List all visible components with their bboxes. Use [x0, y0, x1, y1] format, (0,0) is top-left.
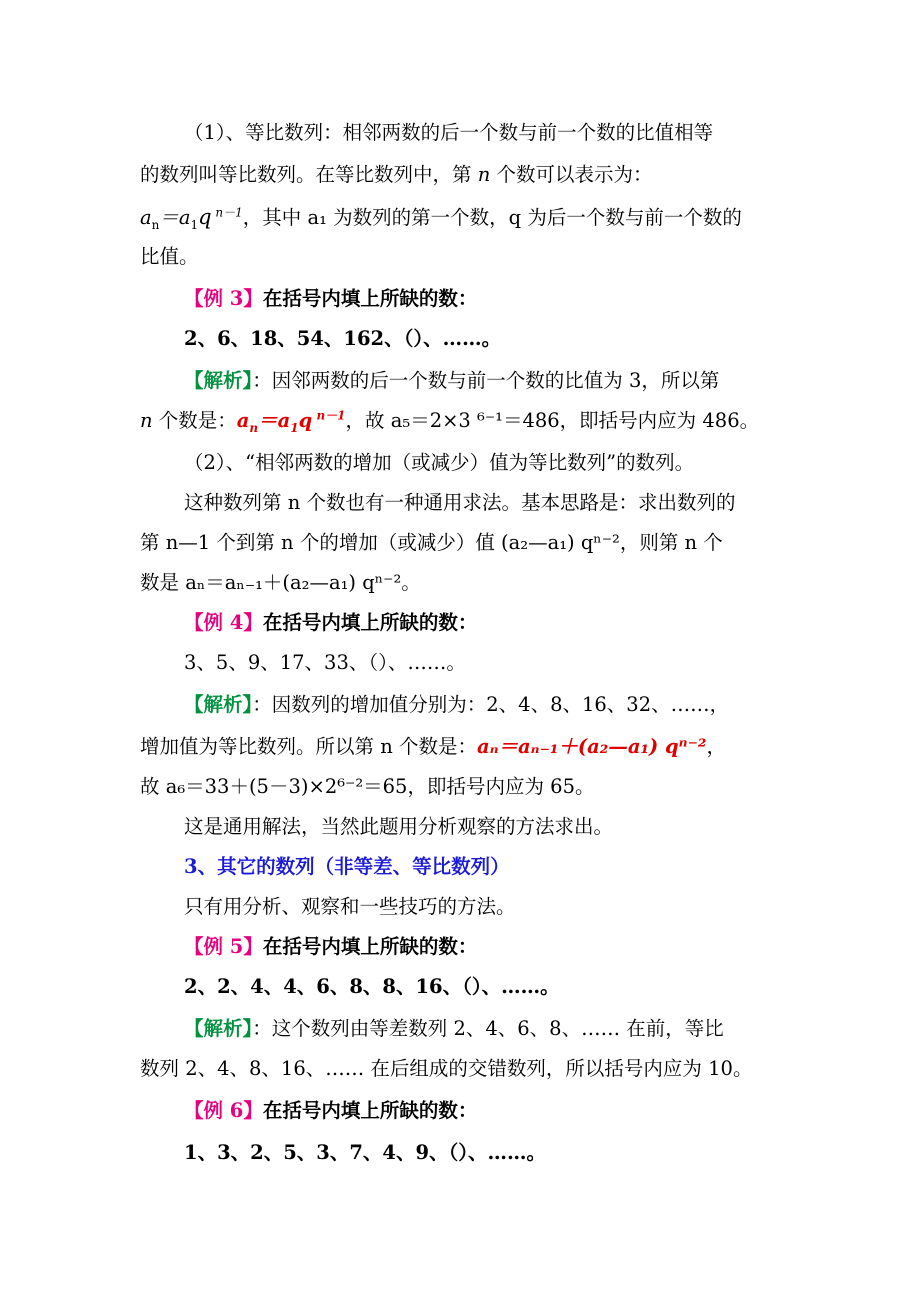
geometric-definition-end: 比值。: [140, 245, 199, 268]
geometric-formula-line: $a_n=a_1q$ $^{n-1}$，其中 a₁ 为数列的第一个数，q 为后一个数与前一个数的: [140, 205, 742, 232]
example-4-heading: 【例 4】在括号内填上所缺的数：: [184, 611, 478, 634]
geometric-sequence-definition-2: 的数列叫等比数列。在等比数列中，第 n 个数可以表示为：: [140, 163, 653, 186]
section-3-description: 只有用分析、观察和一些技巧的方法。: [184, 895, 516, 918]
example-4-note: 这是通用解法，当然此题用分析观察的方法求出。: [184, 815, 614, 838]
recurrence-sequence-heading: （2）、“相邻两数的增加（或减少）值为等比数列”的数列。: [184, 451, 695, 474]
example-6-sequence: 1、3、2、5、3、7、4、9、（）、……。: [184, 1141, 547, 1164]
example-3-sequence: 2、6、18、54、162、（）、……。: [184, 327, 502, 350]
example-4-answer-3: 故 a₆＝33＋(5－3)×2⁶⁻²＝65，即括号内应为 65。: [140, 775, 595, 798]
example-6-heading: 【例 6】在括号内填上所缺的数：: [184, 1099, 478, 1122]
example-5-answer: 【解析】：这个数列由等差数列 2、4、6、8、…… 在前，等比: [184, 1017, 724, 1040]
example-5-answer-2: 数列 2、4、8、16、…… 在后组成的交错数列，所以括号内应为 10。: [140, 1057, 753, 1080]
recurrence-method-2: 第 n—1 个到第 n 个的增加（或减少）值 (a₂—a₁) qⁿ⁻²，则第 n 个: [140, 531, 723, 554]
example-4-answer-2: 增加值为等比数列。所以第 n 个数是：aₙ＝aₙ₋₁＋(a₂—a₁) qⁿ⁻²，: [140, 735, 726, 758]
example-5-sequence: 2、2、4、4、6、8、8、16、（）、……。: [184, 975, 560, 998]
example-4-sequence: 3、5、9、17、33、（）、……。: [184, 651, 466, 674]
example-3-answer: 【解析】：因邻两数的后一个数与前一个数的比值为 3，所以第: [184, 369, 720, 392]
example-4-answer: 【解析】：因数列的增加值分别为：2、4、8、16、32、……，: [184, 693, 730, 716]
geometric-sequence-definition: （1）、等比数列：相邻两数的后一个数与前一个数的比值相等: [184, 121, 714, 144]
example-3-heading: 【例 3】在括号内填上所缺的数：: [184, 287, 478, 310]
example-3-answer-2: n 个数是：$a_n=a_1q$ $^{n-1}$，故 a₅＝2×3 ⁶⁻¹＝486，即括号内应为 486。: [140, 408, 760, 435]
recurrence-method-1: 这种数列第 n 个数也有一种通用求法。基本思路是：求出数列的: [184, 491, 736, 514]
example-5-heading: 【例 5】在括号内填上所缺的数：: [184, 935, 478, 958]
section-3-title: 3、其它的数列（非等差、等比数列）: [184, 855, 510, 878]
recurrence-method-3: 数是 aₙ＝aₙ₋₁＋(a₂—a₁) qⁿ⁻²。: [140, 571, 421, 594]
